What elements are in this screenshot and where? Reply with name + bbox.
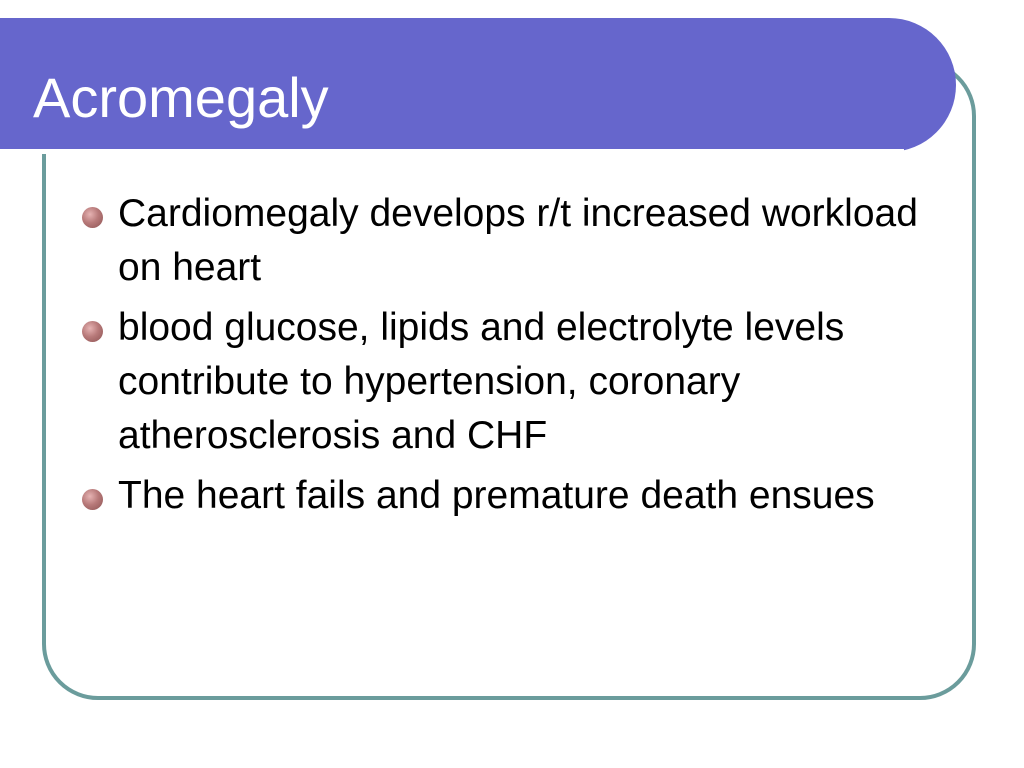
title-underline [0, 149, 904, 154]
circle-bullet-icon [82, 207, 103, 228]
circle-bullet-icon [82, 489, 103, 510]
bullet-item [79, 301, 939, 463]
bullet-text: blood glucose, lipids and electrolyte levels contribute to hypertension, coronary atherosclerosis and CHF [118, 306, 845, 457]
circle-bullet-icon [82, 321, 103, 342]
bullet-item [79, 469, 939, 523]
bullet-item [79, 187, 939, 295]
bullet-list [79, 187, 939, 529]
bullet-text: The heart fails and premature death ensues [118, 474, 875, 517]
bullet-text: Cardiomegaly develops r/t increased workload on heart [118, 192, 918, 289]
title-bar [0, 18, 956, 152]
slide-title: Acromegaly [33, 66, 329, 129]
